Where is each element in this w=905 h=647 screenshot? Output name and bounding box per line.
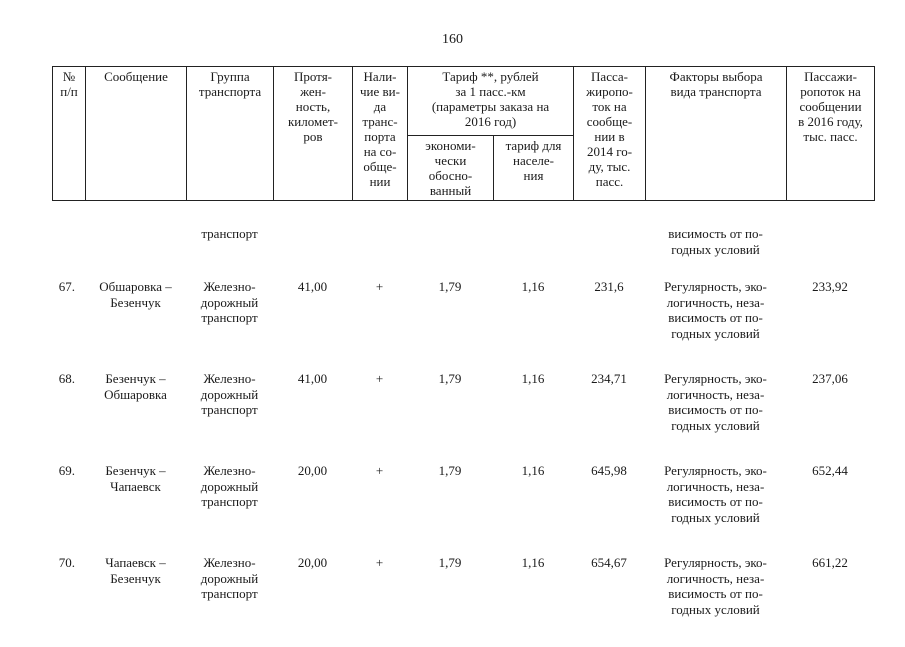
- page-number: 160: [442, 32, 463, 47]
- cell-flow-2014: 645,98: [591, 463, 627, 478]
- cell-flow-2016: 233,92: [812, 279, 848, 294]
- cell-num: 70.: [58, 555, 75, 570]
- cell-tariff-pop: 1,16: [521, 371, 545, 386]
- cell-availability: +: [375, 463, 384, 478]
- cell-factors: висимость от по- годных условий: [668, 226, 763, 257]
- header-group: Группа транспорта: [187, 67, 274, 201]
- cell-route: Обшаровка – Безенчук: [99, 279, 172, 310]
- header-length: Протя- жен- ность, километ- ров: [274, 67, 353, 201]
- cell-route: Безенчук – Обшаровка: [104, 371, 167, 402]
- cell-flow-2016: 661,22: [812, 555, 848, 570]
- cell-num: 67.: [58, 279, 75, 294]
- cell-length: 20,00: [297, 463, 328, 478]
- table-row-continuation: [52, 226, 874, 279]
- cell-flow-2014: 231,6: [594, 279, 624, 294]
- table-row: [52, 371, 874, 463]
- cell-num: 69.: [58, 463, 75, 478]
- cell-tariff-pop: 1,16: [521, 555, 545, 570]
- cell-group: Железно- дорожный транспорт: [200, 463, 259, 509]
- cell-tariff-pop: 1,16: [521, 279, 545, 294]
- table-row: [52, 555, 874, 647]
- cell-group: Железно- дорожный транспорт: [200, 371, 259, 417]
- cell-tariff-pop: 1,16: [521, 463, 545, 478]
- cell-route: Безенчук – Чапаевск: [105, 463, 166, 494]
- cell-length: 20,00: [297, 555, 328, 570]
- cell-flow-2014: 234,71: [591, 371, 627, 386]
- header-tariff-pop: тариф для населе- ния: [494, 136, 574, 201]
- header-flow-2016: Пассажи- ропоток на сообщении в 2016 году, тыс. пасс.: [787, 67, 875, 201]
- cell-factors: Регулярность, эко- логичность, неза- висимость от по- годных условий: [664, 371, 767, 433]
- cell-tariff-econ: 1,79: [438, 463, 462, 478]
- cell-tariff-econ: 1,79: [438, 279, 462, 294]
- header-route: Сообщение: [86, 67, 187, 201]
- cell-tariff-econ: 1,79: [438, 371, 462, 386]
- cell-length: 41,00: [297, 279, 328, 294]
- cell-availability: +: [375, 371, 384, 386]
- header-availability: Нали- чие ви- да транс- порта на со- обще- нии: [353, 67, 408, 201]
- table-row: [52, 463, 874, 555]
- header-flow-2014: Пасса- жиропо- ток на сообще- нии в 2014 го- ду, тыс. пасс.: [574, 67, 646, 201]
- cell-flow-2014: 654,67: [591, 555, 627, 570]
- cell-factors: Регулярность, эко- логичность, неза- висимость от по- годных условий: [664, 463, 767, 525]
- cell-factors: Регулярность, эко- логичность, неза- висимость от по- годных условий: [664, 279, 767, 341]
- header-num: № п/п: [53, 67, 86, 201]
- cell-factors: Регулярность, эко- логичность, неза- висимость от по- годных условий: [664, 555, 767, 617]
- table-body: [52, 226, 874, 647]
- table-header: [52, 66, 875, 201]
- cell-group: транспорт: [201, 226, 258, 241]
- header-factors: Факторы выбора вида транспорта: [646, 67, 787, 201]
- cell-group: Железно- дорожный транспорт: [200, 279, 259, 325]
- cell-num: 68.: [58, 371, 75, 386]
- table-row: [52, 279, 874, 371]
- cell-group: Железно- дорожный транспорт: [200, 555, 259, 601]
- cell-availability: +: [375, 279, 384, 294]
- cell-length: 41,00: [297, 371, 328, 386]
- cell-flow-2016: 652,44: [812, 463, 848, 478]
- cell-route: Чапаевск – Безенчук: [105, 555, 166, 586]
- header-tariff-econ: экономи- чески обосно- ванный: [408, 136, 494, 201]
- cell-availability: +: [375, 555, 384, 570]
- header-tariff: Тариф **, рублей за 1 пасс.-км (параметры заказа на 2016 год): [408, 67, 574, 136]
- cell-tariff-econ: 1,79: [438, 555, 462, 570]
- cell-flow-2016: 237,06: [812, 371, 848, 386]
